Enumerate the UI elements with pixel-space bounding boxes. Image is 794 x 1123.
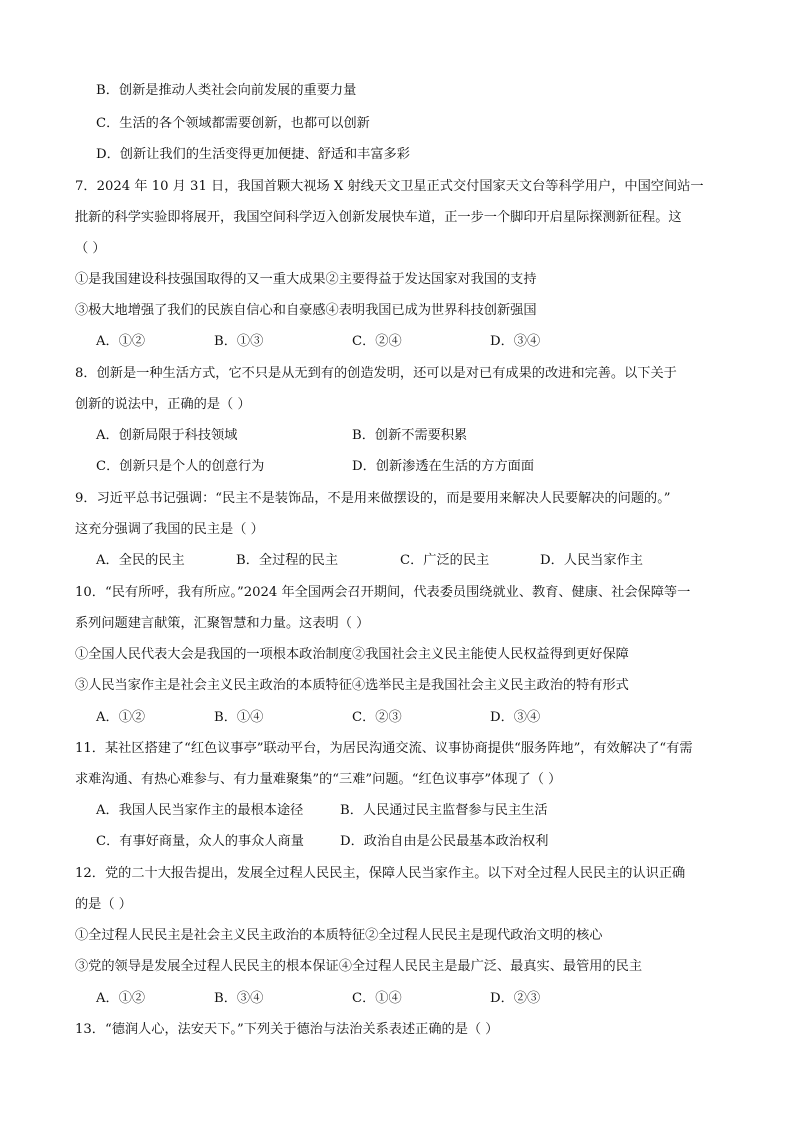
q9-stem-line1: 9．习近平总书记强调：“民主不是装饰品，不是用来做摆设的，而是要用来解决人民要解决的问题的。”: [75, 491, 671, 506]
q7-statements-2: ③极大地增强了我们的民族自信心和自豪感④表明我国已成为世界科技创新强国: [75, 303, 537, 318]
q7-stem-line2: 批新的科学实验即将展开，我国空间科学迈入创新发展快车道，正一步一个脚印开启星际探测新征程。这: [75, 210, 682, 225]
q7-statements-1: ①是我国建设科技强国取得的又一重大成果②主要得益于发达国家对我国的支持: [75, 272, 537, 287]
q7-answer-blank: （ ）: [75, 241, 106, 256]
q8-stem-line2: 创新的说法中，正确的是（ ）: [75, 397, 251, 412]
q11-option-a: A．我国人民当家作主的最根本途径: [96, 803, 304, 818]
q10-stem-line2: 系列问题建言献策，汇聚智慧和力量。这表明（ ）: [75, 616, 370, 631]
q12-statements-2: ③党的领导是发展全过程人民民主的根本保证④全过程人民民主是最广泛、最真实、最管用的民主: [75, 959, 643, 974]
q7-option-d: D．③④: [490, 334, 541, 349]
q9-option-c: C．广泛的民主: [400, 553, 490, 568]
q13-stem-line1: 13．“德润人心，法安天下。”下列关于德治与法治关系表述正确的是（ ）: [75, 1022, 499, 1037]
q9-option-d: D．人民当家作主: [540, 553, 643, 568]
q10-statements-2: ③人民当家作主是社会主义民主政治的本质特征④选举民主是我国社会主义民主政治的特有形式: [75, 678, 629, 693]
q6-option-b: B．创新是推动人类社会向前发展的重要力量: [96, 83, 357, 98]
q11-option-c: C．有事好商量，众人的事众人商量: [96, 834, 304, 849]
q9-stem-line2: 这充分强调了我国的民主是（ ）: [75, 522, 264, 537]
q8-option-b: B．创新不需要积累: [352, 428, 468, 443]
q12-option-c: C．①④: [352, 991, 402, 1006]
q6-option-c: C．生活的各个领域都需要创新，也都可以创新: [96, 116, 370, 131]
q8-option-d: D．创新渗透在生活的方方面面: [352, 459, 535, 474]
q10-statements-1: ①全国人民代表大会是我国的一项根本政治制度②我国社会主义民主能使人民权益得到更好保障: [75, 647, 629, 662]
q11-option-b: B．人民通过民主监督参与民主生活: [340, 803, 548, 818]
q7-option-c: C．②④: [352, 334, 402, 349]
q6-option-d: D．创新让我们的生活变得更加便捷、舒适和丰富多彩: [96, 147, 410, 162]
q12-statements-1: ①全过程人民民主是社会主义民主政治的本质特征②全过程人民民主是现代政治文明的核心: [75, 928, 603, 943]
q12-option-d: D．②③: [490, 991, 541, 1006]
q7-stem-line1: 7．2024 年 10 月 31 日，我国首颗大视场 X 射线天文卫星正式交付国家天文台等科学用户，中国空间站一: [75, 179, 704, 194]
q9-option-a: A．全民的民主: [96, 553, 185, 568]
q11-stem-line2: 求难沟通、有热心难参与、有力量难聚集”的“三难”问题。“红色议事亭”体现了（ ）: [75, 772, 562, 787]
q8-stem-line1: 8．创新是一种生活方式，它不只是从无到有的创造发明，还可以是对已有成果的改进和完善。以下关于: [75, 366, 677, 381]
q10-stem-line1: 10．“民有所呼，我有所应。”2024 年全国两会召开期间，代表委员围绕就业、教育、健康、社会保障等一: [75, 585, 691, 600]
q12-option-a: A．①②: [96, 991, 146, 1006]
q12-stem-line2: 的是（ ）: [75, 897, 132, 912]
q10-option-d: D．③④: [490, 710, 541, 725]
q8-option-c: C．创新只是个人的创意行为: [96, 459, 265, 474]
q11-option-d: D．政治自由是公民最基本政治权利: [340, 834, 549, 849]
q9-option-b: B．全过程的民主: [236, 553, 339, 568]
q7-option-b: B．①③: [214, 334, 264, 349]
q10-option-a: A．①②: [96, 710, 146, 725]
q8-option-a: A．创新局限于科技领域: [96, 428, 238, 443]
q10-option-b: B．①④: [214, 710, 264, 725]
q10-option-c: C．②③: [352, 710, 402, 725]
q7-option-a: A．①②: [96, 334, 146, 349]
q12-stem-line1: 12．党的二十大报告提出，发展全过程人民民主，保障人民当家作主。以下对全过程人民民主的认识正确: [75, 866, 686, 881]
q12-option-b: B．③④: [214, 991, 264, 1006]
q11-stem-line1: 11．某社区搭建了“红色议事亭”联动平台，为居民沟通交流、议事协商提供“服务阵地”，有效解决了“有需: [75, 741, 693, 756]
